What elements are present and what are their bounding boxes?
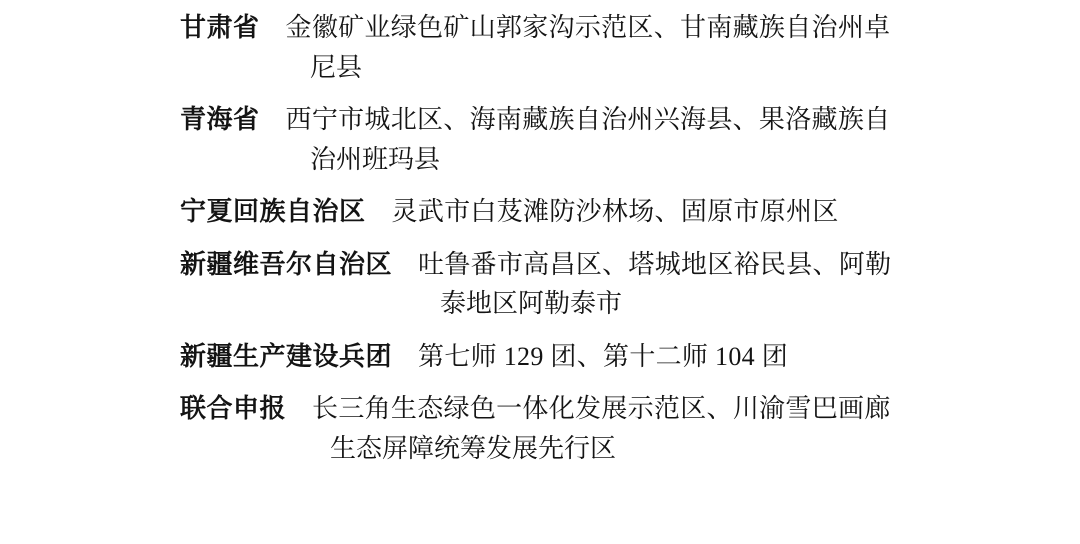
province-label: 联合申报 (180, 394, 287, 424)
entry-first-row (180, 389, 960, 429)
list-item (180, 192, 960, 232)
entry-first-row (180, 245, 960, 285)
entry-text: 西宁市城北区、海南藏族自治州兴海县、果洛藏族自 (285, 105, 891, 135)
list-item (180, 100, 960, 179)
entry-text: 长三角生态绿色一体化发展示范区、川渝雪巴画廊 (312, 394, 891, 424)
list-item (180, 337, 960, 377)
province-label: 新疆维吾尔自治区 (180, 249, 393, 279)
entry-first-row (180, 100, 960, 140)
entry-continuation: 治州班玛县 (310, 144, 441, 174)
entry-text: 第七师 129 团、第十二师 104 团 (418, 341, 789, 371)
entry-first-row (180, 8, 960, 48)
list-item (180, 245, 960, 324)
entry-text: 吐鲁番市高昌区、塔城地区裕民县、阿勒 (418, 249, 892, 279)
entry-continuation: 泰地区阿勒泰市 (440, 289, 623, 319)
province-label: 宁夏回族自治区 (180, 197, 366, 227)
entry-first-row (180, 337, 960, 377)
entry-first-row (180, 192, 960, 232)
province-label: 青海省 (180, 105, 260, 135)
entry-text: 灵武市白芨滩防沙林场、固原市原州区 (391, 197, 839, 227)
list-item (180, 389, 960, 468)
province-label: 新疆生产建设兵团 (180, 341, 393, 371)
list-item (180, 8, 960, 87)
entry-continuation: 尼县 (310, 52, 363, 82)
province-label: 甘肃省 (180, 13, 260, 42)
entry-continuation: 生态屏障统筹发展先行区 (330, 433, 617, 463)
entry-text: 金徽矿业绿色矿山郭家沟示范区、甘南藏族自治州卓 (285, 13, 891, 42)
